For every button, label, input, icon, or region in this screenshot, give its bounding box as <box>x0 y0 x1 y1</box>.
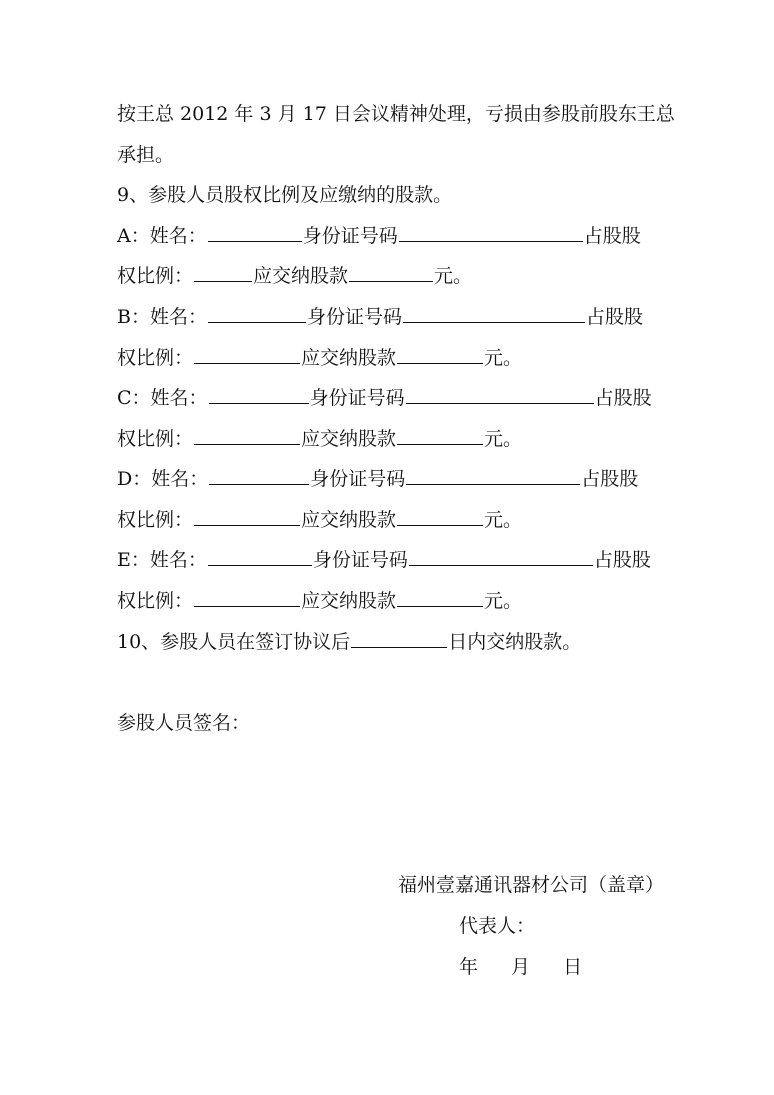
currency-label: 元。 <box>484 347 523 369</box>
id-label: 身份证号码 <box>312 549 408 571</box>
ratio-blank[interactable] <box>194 586 300 607</box>
name-label: 姓名： <box>149 549 207 571</box>
section-9-title: 9、参股人员股权比例及应缴纳的股款。 <box>117 184 453 206</box>
section-10-suffix: 日内交纳股款。 <box>448 631 582 653</box>
name-label: 姓名： <box>149 306 207 328</box>
payment-blank[interactable] <box>397 424 483 445</box>
shareholder-letter: A： <box>117 225 150 247</box>
payment-blank[interactable] <box>349 261 433 282</box>
shareholder-letter: E： <box>117 549 150 571</box>
id-blank[interactable] <box>403 302 585 323</box>
share-suffix: 占股股 <box>581 468 639 490</box>
section-10-line <box>117 627 581 657</box>
ratio-label: 权比例： <box>117 509 194 531</box>
intro-line-1: 按王总 2012 年 3 月 17 日会议精神处理，亏损由参股前股东王总 <box>117 103 675 125</box>
payment-label: 应交纳股款 <box>301 428 397 450</box>
ratio-label: 权比例： <box>117 347 194 369</box>
id-blank[interactable] <box>406 383 594 404</box>
shareholder-e-row-1 <box>117 545 651 575</box>
name-label: 姓名： <box>150 387 208 409</box>
payment-blank[interactable] <box>397 505 483 526</box>
shareholder-letter: C： <box>117 387 151 409</box>
id-blank[interactable] <box>399 221 583 242</box>
currency-label: 元。 <box>434 265 473 287</box>
signature-label: 参股人员签名： <box>117 712 251 734</box>
share-suffix: 占股股 <box>593 549 651 571</box>
payment-blank[interactable] <box>397 343 483 364</box>
name-blank[interactable] <box>208 545 312 566</box>
payment-label: 应交纳股款 <box>301 509 397 531</box>
intro-line-2: 承担。 <box>117 144 175 166</box>
ratio-blank[interactable] <box>194 505 300 526</box>
name-label: 姓名： <box>151 468 209 490</box>
ratio-label: 权比例： <box>117 590 194 612</box>
shareholder-a-row-1 <box>117 221 641 251</box>
share-suffix: 占股股 <box>594 387 652 409</box>
id-label: 身份证号码 <box>310 468 406 490</box>
shareholder-letter: D： <box>117 468 152 490</box>
id-blank[interactable] <box>409 545 593 566</box>
id-label: 身份证号码 <box>309 387 405 409</box>
name-blank[interactable] <box>208 302 306 323</box>
payment-label: 应交纳股款 <box>301 590 397 612</box>
currency-label: 元。 <box>484 428 523 450</box>
name-blank[interactable] <box>209 464 309 485</box>
shareholder-a-row-2 <box>117 261 472 291</box>
ratio-label: 权比例： <box>117 265 194 287</box>
currency-label: 元。 <box>484 590 523 612</box>
name-blank[interactable] <box>209 383 309 404</box>
ratio-blank[interactable] <box>194 343 300 364</box>
payment-blank[interactable] <box>397 586 483 607</box>
shareholder-d-row-2 <box>117 505 522 535</box>
shareholder-d-row-1 <box>117 464 638 494</box>
share-suffix: 占股股 <box>583 225 641 247</box>
date-line: 年 月 日 <box>459 956 583 978</box>
shareholder-c-row-2 <box>117 424 522 454</box>
ratio-blank[interactable] <box>194 424 300 445</box>
shareholder-letter: B： <box>117 306 150 328</box>
payment-label: 应交纳股款 <box>253 265 349 287</box>
currency-label: 元。 <box>484 509 523 531</box>
shareholder-e-row-2 <box>117 586 522 616</box>
id-label: 身份证号码 <box>306 306 402 328</box>
ratio-label: 权比例： <box>117 428 194 450</box>
representative-label: 代表人： <box>459 915 536 937</box>
ratio-blank[interactable] <box>194 261 252 282</box>
name-blank[interactable] <box>208 221 302 242</box>
id-blank[interactable] <box>406 464 580 485</box>
share-suffix: 占股股 <box>586 306 644 328</box>
days-blank[interactable] <box>351 627 447 648</box>
shareholder-c-row-1 <box>117 383 652 413</box>
name-label: 姓名： <box>149 225 207 247</box>
id-label: 身份证号码 <box>302 225 398 247</box>
payment-label: 应交纳股款 <box>301 347 397 369</box>
shareholder-b-row-1 <box>117 302 643 332</box>
company-name: 福州壹嘉通讯器材公司（盖章） <box>398 874 665 896</box>
section-10-prefix: 10、参股人员在签订协议后 <box>117 631 351 653</box>
shareholder-b-row-2 <box>117 343 522 373</box>
